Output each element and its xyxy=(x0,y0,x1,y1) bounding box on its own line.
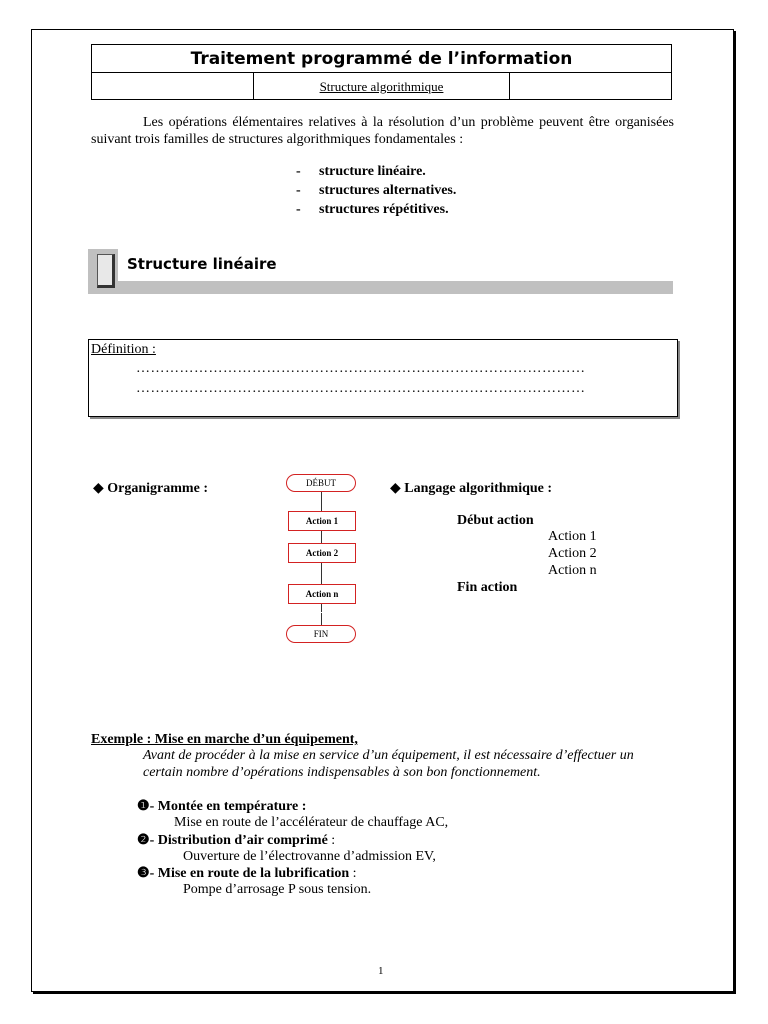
intro-text: Les opérations élémentaires relatives à la résolution d’un problème peuvent être organisées suivant trois familles de structures algorithmiques fondamentales : xyxy=(91,115,674,147)
langage-heading xyxy=(390,480,552,497)
step-2-colon: : xyxy=(327,833,336,848)
subtitle-row xyxy=(92,73,671,100)
flow-action-1: Action 1 xyxy=(288,511,356,531)
title-table xyxy=(91,44,672,100)
circled-one-icon: ❶ xyxy=(137,799,150,814)
family-repetitive: structures répétitives. xyxy=(319,202,449,217)
families-list xyxy=(296,162,456,219)
list-dash: - xyxy=(296,164,301,179)
algo-action-1: Action 1 xyxy=(548,529,597,544)
definition-dots-line: ………………………………………………………………………………… xyxy=(136,381,586,396)
example-text: Avant de procéder à la mise en service d’un équipement, il est nécessaire d’effectuer un certain nombre d’opérations indispensables à son bon fonctionnement. xyxy=(143,748,634,780)
example-title: Exemple : Mise en marche d’un équipement, xyxy=(91,732,358,747)
step-1-title xyxy=(137,798,306,815)
step-3-label: - Mise en route de la lubrification xyxy=(149,866,350,881)
section-title: Structure linéaire xyxy=(127,255,277,273)
intro-paragraph xyxy=(91,114,674,148)
circled-two-icon: ❷ xyxy=(137,833,150,848)
page-title: Traitement programmé de l’information xyxy=(92,45,671,73)
section-marker-icon xyxy=(97,254,115,288)
organigramme-label: Organigramme : xyxy=(107,481,208,496)
flow-connector xyxy=(321,613,322,625)
step-1-label: - Montée en température : xyxy=(149,799,307,814)
diamond-icon: ◆ xyxy=(93,481,104,496)
flow-action-n: Action n xyxy=(288,584,356,604)
definition-box xyxy=(88,339,678,417)
family-alternative: structures alternatives. xyxy=(319,183,457,198)
algo-action-2: Action 2 xyxy=(548,546,597,561)
circled-three-icon: ❸ xyxy=(137,866,150,881)
flow-end: FIN xyxy=(286,625,356,643)
subtitle-cell-left xyxy=(92,73,254,100)
diamond-icon: ◆ xyxy=(390,481,401,496)
step-3-title xyxy=(137,865,357,882)
step-3-detail: Pompe d’arrosage P sous tension. xyxy=(183,882,372,897)
algo-begin: Début action xyxy=(457,513,534,528)
step-1-detail: Mise en route de l’accélérateur de chauffage AC, xyxy=(174,815,449,830)
flow-start: DÉBUT xyxy=(286,474,356,492)
algo-action-n: Action n xyxy=(548,563,597,578)
step-2-label: - Distribution d’air comprimé xyxy=(149,833,328,848)
subtitle: Structure algorithmique xyxy=(254,73,510,100)
langage-label: Langage algorithmique : xyxy=(404,481,553,496)
definition-dots-line: ………………………………………………………………………………… xyxy=(136,361,586,376)
list-item xyxy=(296,200,456,219)
step-2-title xyxy=(137,832,335,849)
organigramme-heading xyxy=(93,480,208,497)
family-linear: structure linéaire. xyxy=(319,164,426,179)
list-dash: - xyxy=(296,183,301,198)
definition-label: Définition : xyxy=(91,342,156,357)
algo-end: Fin action xyxy=(457,580,518,595)
subtitle-cell-right xyxy=(510,73,671,100)
list-item xyxy=(296,181,456,200)
step-3-colon: : xyxy=(349,866,357,881)
step-2-detail: Ouverture de l’électrovanne d’admission EV, xyxy=(183,849,436,864)
list-item xyxy=(296,162,456,181)
flow-action-2: Action 2 xyxy=(288,543,356,563)
section-band xyxy=(88,281,673,294)
page-number: 1 xyxy=(378,965,384,977)
list-dash: - xyxy=(296,202,301,217)
